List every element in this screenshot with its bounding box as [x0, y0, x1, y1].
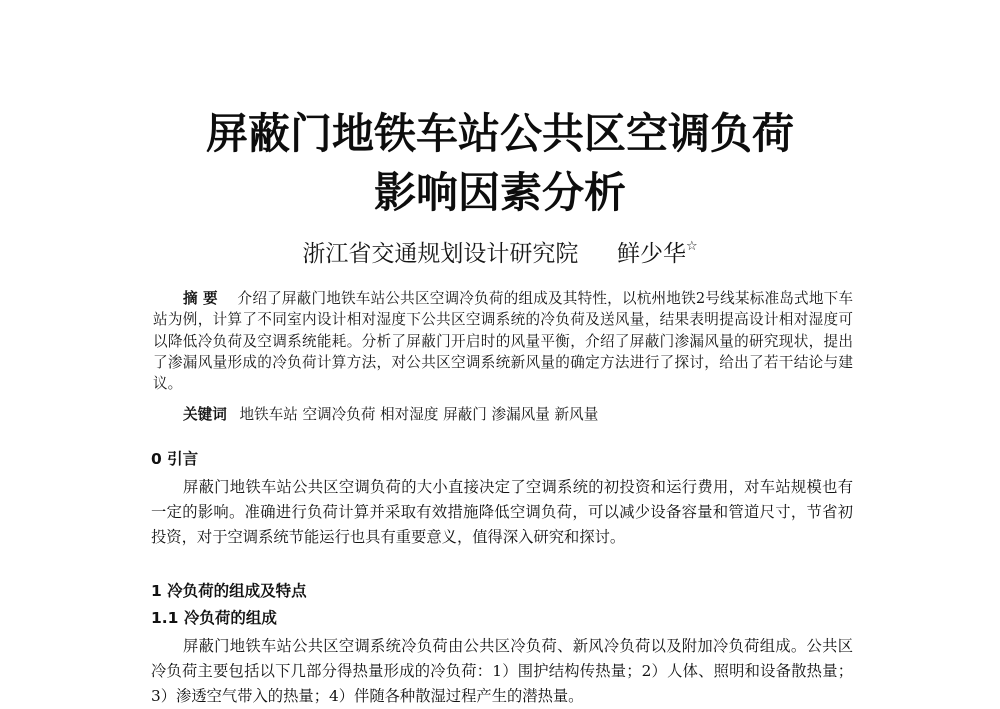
title-line-2: 影响因素分析 [373, 168, 626, 217]
author-affiliation: 浙江省交通规划设计研究院 [302, 241, 579, 267]
section-heading-intro: 0 引言 [151, 450, 199, 468]
author-mark: ☆ [685, 239, 698, 254]
abstract-label: 摘 要 [183, 290, 218, 307]
author-name: 鲜少华 [616, 241, 686, 267]
section-heading-1: 1 冷负荷的组成及特点 [151, 582, 307, 600]
subsection-1-1-paragraph: 屏蔽门地铁车站公共区空调系统冷负荷由公共区冷负荷、新风冷负荷以及附加冷负荷组成。公共区冷负荷主要包括以下几部分得热量形成的冷负荷：1）围护结构传热量；2）人体、照明和设备散热量；3）渗透空气带入的热量；4）伴随各种散湿过程产生的潜热量。 [151, 637, 853, 705]
subsection-heading-1-1: 1.1 冷负荷的组成 [151, 609, 277, 627]
keywords-label: 关键词 [183, 406, 227, 423]
abstract-text: 介绍了屏蔽门地铁车站公共区空调冷负荷的组成及其特性，以杭州地铁2号线某标准岛式地下车站为例，计算了不同室内设计相对湿度下公共区空调系统的冷负荷及送风量，结果表明提高设计相对湿度可以降低冷负荷及空调系统能耗。分析了屏蔽门开启时的风量平衡，介绍了屏蔽门渗漏风量的研究现状，提出了渗漏风量形成的冷负荷计算方法，对公共区空调系统新风量的确定方法进行了探讨，给出了若干结论与建议。 [153, 290, 854, 393]
author-line [0, 239, 1000, 267]
keywords [183, 404, 863, 425]
abstract [153, 288, 853, 394]
title-line-1: 屏蔽门地铁车站公共区空调负荷 [205, 109, 794, 158]
intro-paragraph: 屏蔽门地铁车站公共区空调负荷的大小直接决定了空调系统的初投资和运行费用，对车站规模也有一定的影响。准确进行负荷计算并采取有效措施降低空调负荷，可以减少设备容量和管道尺寸，节省初投资，对于空调系统节能运行也具有重要意义，值得深入研究和探讨。 [151, 478, 853, 546]
keywords-text: 地铁车站 空调冷负荷 相对湿度 屏蔽门 渗漏风量 新风量 [239, 406, 599, 423]
